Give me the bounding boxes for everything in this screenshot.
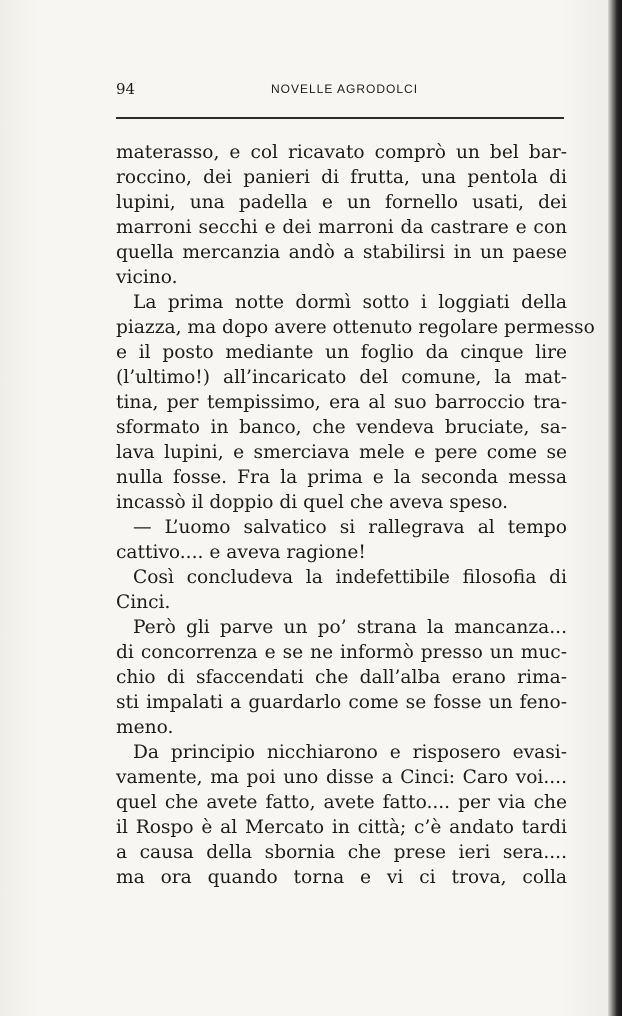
text-line: lupini, una padella e un fornello usati, dei: [116, 192, 567, 213]
text-line: piazza, ma dopo avere ottenuto regolare permesso: [116, 317, 595, 338]
text-line: roccino, dei panieri di frutta, una pentola di: [116, 167, 567, 188]
text-line: (l’ultimo!) all’incaricato del comune, la mat-: [116, 367, 567, 388]
text-line: sformato in banco, che vendeva bruciate, sa-: [116, 417, 567, 438]
text-line: lava lupini, e smerciava mele e pere come se: [116, 442, 567, 463]
text-line: — L’uomo salvatico si rallegrava al tempo: [133, 517, 567, 538]
text-line: materasso, e col ricavato comprò un bel bar-: [116, 142, 567, 163]
text-line: chio di sfaccendati che dall’alba erano rima-: [116, 667, 567, 688]
text-line: cattivo.... e aveva ragione!: [116, 542, 366, 563]
body-text: [116, 140, 595, 890]
text-line: incassò il doppio di quel che aveva speso.: [116, 492, 509, 513]
text-line: vicino.: [116, 267, 178, 288]
text-line: tina, per tempissimo, era al suo barroccio tra-: [116, 392, 567, 413]
text-line: a causa della sbornia che prese ieri sera....: [116, 842, 567, 863]
page-edge-shadow: [608, 0, 622, 1016]
text-line: e il posto mediante un foglio da cinque lire: [116, 342, 567, 363]
text-line: il Rospo è al Mercato in città; c’è andato tardi: [116, 817, 567, 838]
text-line: meno.: [116, 717, 174, 738]
text-line: La prima notte dormì sotto i loggiati della: [133, 292, 567, 313]
text-line: nulla fosse. Fra la prima e la seconda messa: [116, 467, 567, 488]
header-rule: [116, 117, 564, 119]
text-line: di concorrenza e se ne informò presso un muc-: [116, 642, 567, 663]
text-line: quella mercanzia andò a stabilirsi in un paese: [116, 242, 567, 263]
text-line: marroni secchi e dei marroni da castrare e con: [116, 217, 567, 238]
page-number: 94: [116, 80, 136, 98]
page-header: [116, 80, 564, 102]
text-line: Da principio nicchiarono e risposero evasi-: [133, 742, 567, 763]
text-line: sti impalati a guardarlo come se fosse un feno-: [116, 692, 567, 713]
text-line: ma ora quando torna e vi ci trova, colla: [116, 867, 567, 888]
text-line: Così concludeva la indefettibile filosofia di: [133, 567, 567, 588]
text-line: vamente, ma poi uno disse a Cinci: Caro voi....: [116, 767, 567, 788]
text-line: Cinci.: [116, 592, 171, 613]
text-line: Però gli parve un po’ strana la mancanza...: [133, 617, 567, 638]
text-line: quel che avete fatto, avete fatto.... per via che: [116, 792, 567, 813]
running-title: NOVELLE AGRODOLCI: [271, 82, 419, 96]
